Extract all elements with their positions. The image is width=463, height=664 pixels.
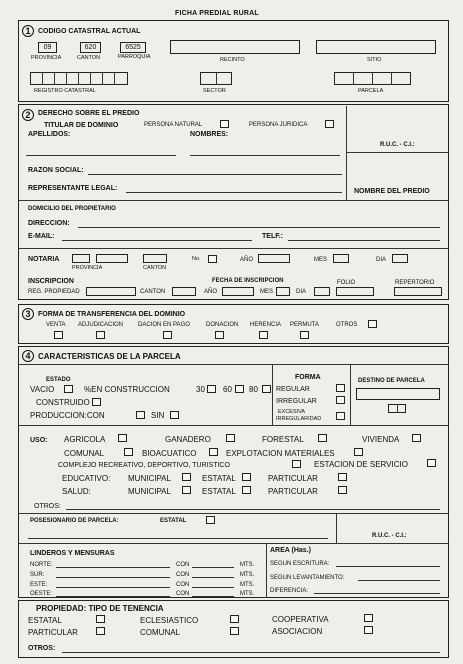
herencia-label: HERENCIA [250,322,282,328]
en-construccion-label: %EN CONSTRUCCION [84,385,170,394]
vacio-label: VACIO [30,385,55,394]
persona-juridica-label: PERSONA JURIDICA [249,122,308,128]
pct80-label: 80 [249,385,258,394]
repertorio-field[interactable] [394,287,442,296]
posesionario-estatal-checkbox[interactable] [206,516,215,524]
vacio-checkbox[interactable] [64,385,73,393]
salud-particular-checkbox[interactable] [338,486,347,494]
tenencia-eclesiastico-checkbox[interactable] [230,615,239,623]
tenencia-eclesiastico-label: ECLESIASTICO [140,616,199,625]
oeste-label: OESTE: [30,591,53,597]
produccion-con-checkbox[interactable] [136,411,145,419]
notaria-anio-field[interactable] [258,254,290,263]
section-4-number: 4 [22,350,34,362]
norte-mts-label: MTS. [240,562,255,568]
venta-checkbox[interactable] [54,331,63,339]
donacion-checkbox[interactable] [215,331,224,339]
norte-label: NORTE: [30,562,53,568]
oeste-con-label: CON [176,591,190,597]
recinto-field[interactable] [170,40,300,54]
complejo-checkbox[interactable] [292,460,301,468]
recinto-label: RECINTO [220,57,245,63]
salud-estatal-checkbox[interactable] [242,486,251,494]
construido-label: CONSTRUIDO [36,398,90,407]
inscripcion-dia-label: DIA [296,289,307,295]
notaria-canton-field[interactable] [143,254,167,263]
educativo-label: EDUCATIVO: [62,474,111,483]
ganadero-label: GANADERO [165,435,211,444]
representante-legal-label: REPRESENTANTE LEGAL: [28,185,118,192]
bioacuatico-checkbox[interactable] [209,448,218,456]
inscripcion-mes-field[interactable] [276,287,290,296]
persona-natural-label: PERSONA NATURAL [144,122,203,128]
pct80-checkbox[interactable] [262,385,271,393]
sur-label: SUR: [30,572,45,578]
titular-dominio-label: TITULAR DE DOMINIO [44,122,119,129]
inscripcion-canton-label: CANTON [140,289,166,295]
notaria-dia-field[interactable] [392,254,408,263]
pct30-checkbox[interactable] [207,385,216,393]
segun-escritura-label: SEGUN ESCRITURA: [270,561,330,567]
ruc-ci-label: R.U.C. - C.I.: [380,142,415,148]
educativo-estatal-label: ESTATAL [202,474,236,483]
area-label: AREA (Has.) [270,547,311,554]
educativo-particular-label: PARTICULAR [268,474,318,483]
domicilio-propietario-label: DOMICILIO DEL PROPIETARIO [28,206,116,212]
segun-levantamiento-label: SEGUN LEVANTAMIENTO: [270,575,345,581]
direccion-label: DIRECCION: [28,220,70,227]
provincia-label: PROVINCIA [31,55,62,61]
produccion-con-label: PRODUCCION:CON [30,411,105,420]
razon-social-label: RAZON SOCIAL: [28,167,84,174]
notaria-provincia-field[interactable] [72,254,90,263]
construido-checkbox[interactable] [92,398,101,406]
no-label: No. [192,256,201,262]
section-1-number: 1 [22,25,34,37]
tenencia-otros-label: OTROS: [28,645,56,652]
agricola-label: AGRICOLA [64,435,106,444]
ganadero-checkbox[interactable] [226,434,235,442]
salud-municipal-checkbox[interactable] [182,486,191,494]
posesionario-ruc-label: R.U.C. - C.I.: [372,533,407,539]
tenencia-asociacion-label: ASOCIACION [272,627,323,636]
este-con-label: CON [176,582,190,588]
inscripcion-label: INSCRIPCION [28,278,74,285]
educativo-particular-checkbox[interactable] [338,473,347,481]
inscripcion-dia-field[interactable] [314,287,330,296]
adjudicacion-label: ADJUDICACION [78,322,124,328]
section-4-title: CARACTERISTICAS DE LA PARCELA [38,352,181,361]
comunal-checkbox[interactable] [124,448,133,456]
oeste-mts-label: MTS. [240,591,255,597]
canton-label: CANTON [77,55,101,61]
anio-label: AÑO [240,257,254,263]
adjudicacion-checkbox[interactable] [96,331,105,339]
explotacion-checkbox[interactable] [354,448,363,456]
forma-label: FORMA [295,374,321,381]
nombres-label: NOMBRES: [190,131,229,138]
estacion-servicio-label: ESTACION DE SERVICIO [314,460,408,469]
diferencia-label: DIFERENCIA: [270,588,309,594]
salud-label: SALUD: [62,487,91,496]
folio-label: FOLIO [337,280,356,286]
inscripcion-mes-label: MES [260,289,274,295]
venta-label: VENTA [46,322,66,328]
sitio-field[interactable] [316,40,436,54]
irregular-checkbox[interactable] [336,396,345,404]
persona-natural-checkbox[interactable] [220,120,229,128]
tenencia-asociacion-checkbox[interactable] [364,626,373,634]
telf-label: TELF.: [262,233,283,240]
comunal-label: COMUNAL [64,449,105,458]
mes-label: MES [314,257,328,263]
donacion-label: DONACION [206,322,239,328]
provincia-code[interactable]: 09 [38,42,57,53]
este-label: ESTE: [30,582,48,588]
notaria-label: NOTARIA [28,256,60,263]
estacion-servicio-checkbox[interactable] [427,459,436,467]
notaria-canton-label: CANTON [143,265,167,271]
regular-label: REGULAR [276,386,310,393]
notaria-number-field[interactable] [96,254,128,263]
fecha-inscripcion-label: FECHA DE INSCRIPCION [212,278,284,284]
permuta-checkbox[interactable] [300,331,309,339]
tenencia-estatal-label: ESTATAL [28,616,62,625]
explotacion-label: EXPLOTACION MATERIALES [226,449,335,458]
repertorio-label: REPERTORIO [395,280,435,286]
inscripcion-anio-field[interactable] [222,287,254,296]
linderos-label: LINDEROS Y MENSURAS [30,550,115,557]
norte-con-label: CON [176,562,190,568]
otros-transferencia-label: OTROS [336,322,358,328]
persona-juridica-checkbox[interactable] [325,120,334,128]
sector-label: SECTOR [203,88,226,94]
notaria-no-field[interactable] [208,255,217,263]
tenencia-particular-label: PARTICULAR [28,628,78,637]
section-2-title: DERECHO SOBRE EL PREDIO [38,110,140,117]
parcela-label: PARCELA [358,88,384,94]
tenencia-particular-checkbox[interactable] [96,627,105,635]
pct60-checkbox[interactable] [235,385,244,393]
apellidos-label: APELLIDOS: [28,131,71,138]
irregular-label: IRREGULAR [276,398,317,405]
section-3-number: 3 [22,308,34,320]
educativo-municipal-label: MUNICIPAL [128,474,171,483]
educativo-municipal-checkbox[interactable] [182,473,191,481]
registro-catastral-label: REGISTRO CATASTRAL [34,88,96,94]
este-mts-label: MTS. [240,582,255,588]
salud-particular-label: PARTICULAR [268,487,318,496]
regular-checkbox[interactable] [336,384,345,392]
pct60-label: 60 [223,385,232,394]
sur-mts-label: MTS. [240,572,255,578]
salud-municipal-label: MUNICIPAL [128,487,171,496]
forestal-checkbox[interactable] [318,434,327,442]
section-3-title: FORMA DE TRANSFERENCIA DEL DOMINIO [38,311,186,318]
salud-estatal-label: ESTATAL [202,487,236,496]
inscripcion-anio-label: AÑO [204,289,218,295]
canton-code[interactable]: 620 [80,42,101,53]
notaria-provincia-label: PROVINCIA [72,265,103,271]
sur-con-label: CON [176,572,190,578]
folio-field[interactable] [336,287,374,296]
tenencia-estatal-checkbox[interactable] [96,615,105,623]
dacion-pago-checkbox[interactable] [163,331,172,339]
destino-parcela-field[interactable] [356,388,440,400]
inscripcion-canton-field[interactable] [172,287,196,296]
form-title: FICHA PREDIAL RURAL [175,10,259,17]
reg-propiedad-label: REG. PROPIEDAD [28,289,80,295]
bioacuatico-label: BIOACUATICO [142,449,197,458]
produccion-sin-label: SIN [151,411,165,420]
parroquia-code[interactable]: 6525 [120,42,146,53]
tenencia-cooperativa-checkbox[interactable] [364,614,373,622]
dia-label: DIA [376,257,387,263]
herencia-checkbox[interactable] [259,331,268,339]
posesionario-label: POSESIONARIO DE PARCELA: [30,518,119,524]
forestal-label: FORESTAL [262,435,304,444]
pct30-label: 30 [196,385,205,394]
posesionario-estatal-label: ESTATAL [160,518,187,524]
section-1-title: CODIGO CATASTRAL ACTUAL [38,28,141,35]
excesiva-irregularidad-checkbox[interactable] [336,412,345,420]
parroquia-label: PARROQUIA [118,54,151,60]
dacion-pago-label: DACION EN PAGO [138,322,190,328]
notaria-mes-field[interactable] [333,254,349,263]
otros-transferencia-checkbox[interactable] [368,320,377,328]
tenencia-comunal-checkbox[interactable] [230,627,239,635]
produccion-sin-checkbox[interactable] [170,411,179,419]
uso-label: USO: [30,437,48,444]
complejo-label: COMPLEJO RECREATIVO, DEPORTIVO, TURISTICO [58,462,230,469]
educativo-estatal-checkbox[interactable] [242,473,251,481]
nombre-predio-label: NOMBRE DEL PREDIO [354,188,430,195]
estado-label: ESTADO [46,377,71,383]
excesiva-label: EXCESIVA [278,409,306,415]
tenencia-cooperativa-label: COOPERATIVA [272,615,329,624]
irregularidad-label: IRREGULARIDAD [276,416,322,422]
permuta-label: PERMUTA [290,322,319,328]
vivienda-checkbox[interactable] [412,434,421,442]
destino-parcela-label: DESTINO DE PARCELA [358,378,425,384]
tipo-tenencia-title: PROPIEDAD: TIPO DE TENENCIA [36,604,164,613]
sitio-label: SITIO [367,57,382,63]
vivienda-label: VIVIENDA [362,435,400,444]
otros-uso-label: OTROS: [34,503,61,510]
reg-propiedad-field[interactable] [86,287,136,296]
agricola-checkbox[interactable] [118,434,127,442]
tenencia-comunal-label: COMUNAL [140,628,181,637]
section-2-number: 2 [22,109,34,121]
email-label: E-MAIL: [28,233,55,240]
